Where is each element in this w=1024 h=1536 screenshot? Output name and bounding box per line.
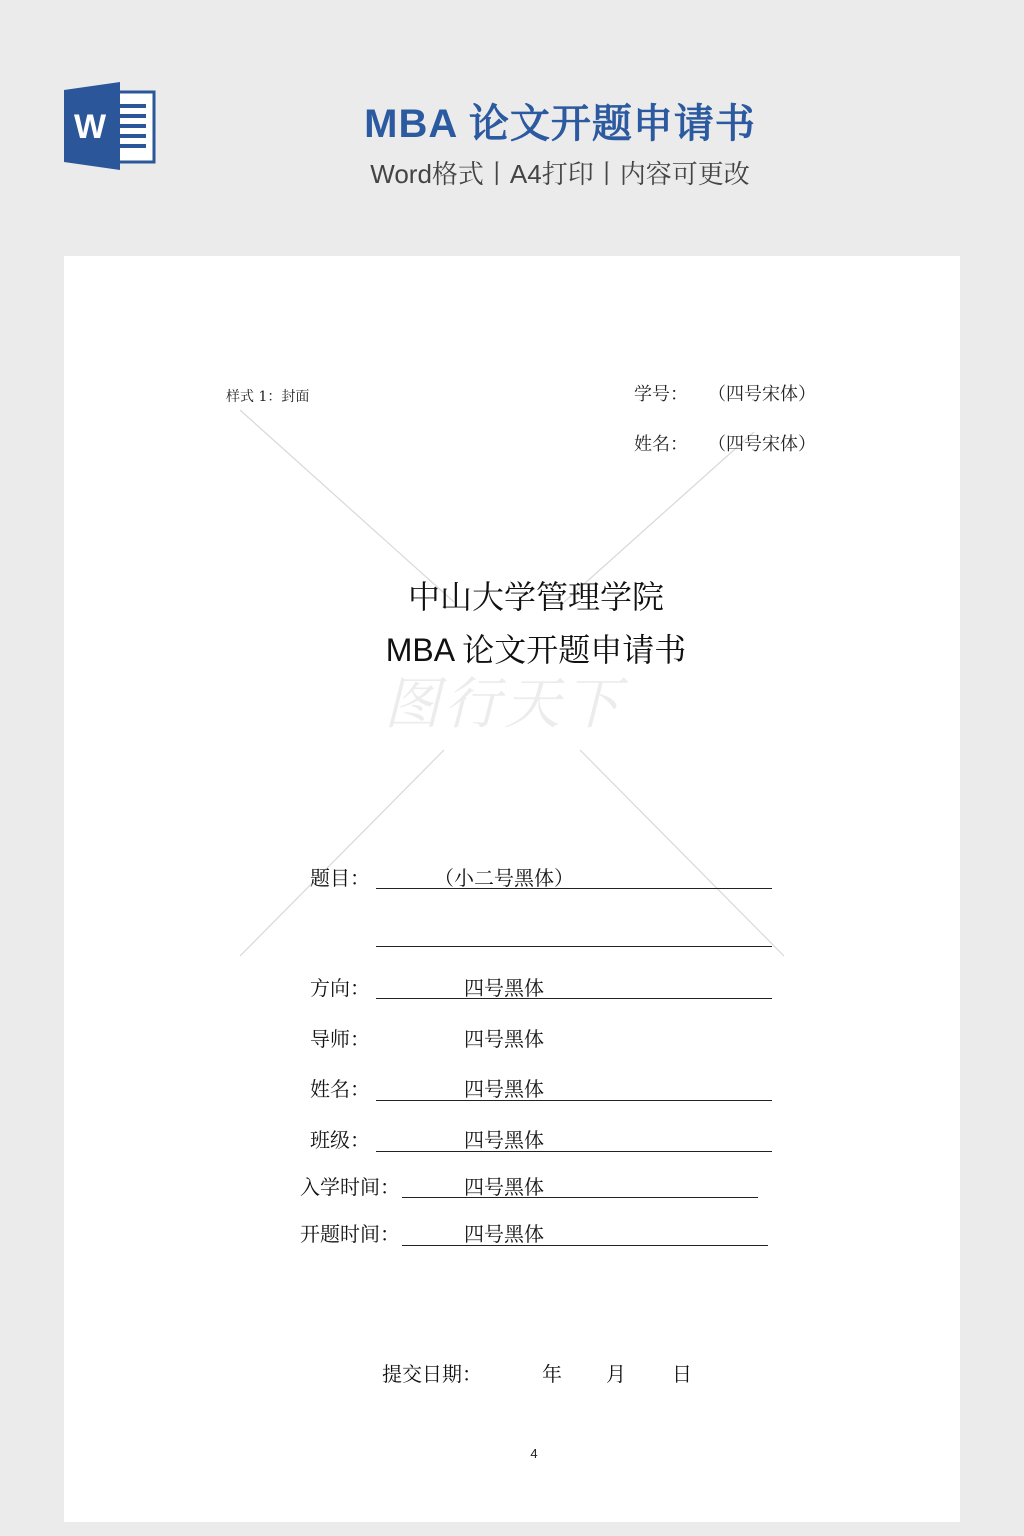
advisor-label: 导师： [310, 1029, 370, 1051]
class-underline [376, 1151, 772, 1152]
enroll-time-underline [402, 1197, 758, 1198]
topic-value[interactable]: （小二号黑体） [434, 868, 574, 890]
student-id-label: 学号： [634, 384, 688, 405]
student-name-underline [376, 1100, 772, 1101]
submit-month[interactable]: 月 [606, 1364, 626, 1386]
topic-label: 题目： [310, 868, 370, 890]
proposal-time-value[interactable]: 四号黑体 [464, 1224, 544, 1246]
topic-underline [376, 888, 772, 889]
student-name-value[interactable]: 四号黑体 [464, 1079, 544, 1101]
enroll-time-value[interactable]: 四号黑体 [464, 1177, 544, 1199]
submit-date-label: 提交日期： [382, 1364, 482, 1386]
submit-day[interactable]: 日 [672, 1364, 692, 1386]
topic-underline-2[interactable] [376, 946, 772, 947]
name-value[interactable]: （四号宋体） [708, 434, 816, 455]
banner-subtitle: Word格式丨A4打印丨内容可更改 [370, 159, 750, 189]
style-label: 样式 1：封面 [226, 389, 310, 405]
student-id-row [634, 380, 816, 406]
class-value[interactable]: 四号黑体 [464, 1130, 544, 1152]
name-row [634, 430, 816, 456]
advisor-value[interactable]: 四号黑体 [464, 1029, 544, 1051]
student-id-value[interactable]: （四号宋体） [708, 384, 816, 405]
name-label: 姓名： [634, 434, 688, 455]
word-doc-icon [64, 82, 156, 170]
proposal-time-label: 开题时间： [300, 1224, 400, 1246]
document-page [64, 256, 960, 1522]
student-name-label: 姓名： [310, 1079, 370, 1101]
watermark-text: 图行天下 [384, 672, 624, 737]
submit-year[interactable]: 年 [542, 1364, 562, 1386]
word-icon-letter: W [73, 108, 107, 146]
page-number: 4 [530, 1446, 538, 1461]
banner-title: MBA 论文开题申请书 [364, 102, 756, 146]
enroll-time-label: 入学时间： [300, 1177, 400, 1199]
class-label: 班级： [310, 1130, 370, 1152]
proposal-time-underline [402, 1245, 768, 1246]
direction-label: 方向： [310, 978, 370, 1000]
document-title: MBA 论文开题申请书 [385, 632, 687, 668]
school-title: 中山大学管理学院 [407, 579, 664, 615]
direction-underline [376, 998, 772, 999]
direction-value[interactable]: 四号黑体 [464, 978, 544, 1000]
